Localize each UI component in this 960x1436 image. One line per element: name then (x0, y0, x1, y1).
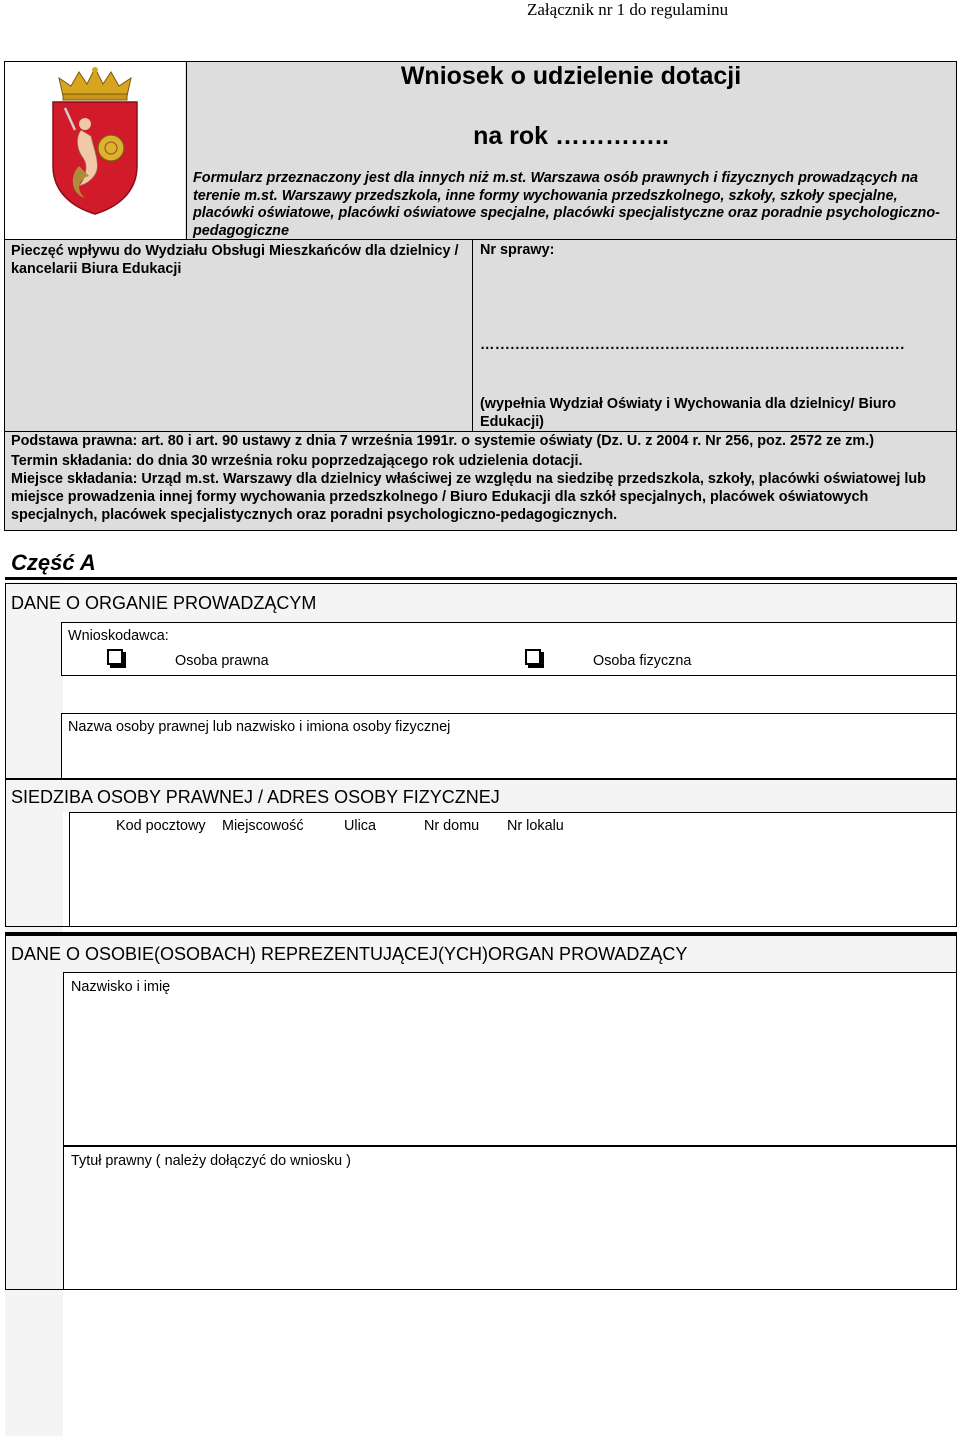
applicant-label: Wnioskodawca: (68, 628, 169, 644)
postal-code-label: Kod pocztowy (116, 818, 206, 834)
form-description: Formularz przeznaczony jest dla innych niż m.st. Warszawa osób prawnych i fizycznych prowadzących na terenie m.st. Warszawy przedszkola, inne formy wychowania przedszkolnego, szkoły, szkoły specjalne, placówki oświatowe, placówki oświatowe specjalne, placówki specjalistyczne oraz poradnie psychologiczno-pedagogiczne (193, 170, 940, 239)
name-label: Nazwa osoby prawnej lub nazwisko i imiona osoby fizycznej (68, 719, 451, 735)
crest-cell (5, 62, 185, 239)
checkbox-natural-person[interactable] (525, 649, 541, 665)
street-label: Ulica (344, 818, 376, 834)
flat-number-label: Nr lokalu (507, 818, 564, 834)
representative-name-field[interactable] (63, 972, 957, 1146)
divider (5, 577, 957, 580)
part-a-title: Część A (11, 550, 96, 575)
checkbox-legal-person[interactable] (107, 649, 123, 665)
divider (5, 239, 956, 240)
option-natural-person-label: Osoba fizyczna (593, 653, 692, 669)
submission-place: Miejsce składania: Urząd m.st. Warszawy dla dzielnicy właściwej ze względu na siedzibę przedszkola, szkoły, placówki oświatowej lub miejsce prowadzenia innej formy wychowania przedszkolnego / Biuro Edukacji dla szkół specjalnych, placówek oświatowych specjalnych, placówek specjalistycznych oraz poradni psychologiczno-pedagogicznych. (11, 471, 926, 523)
representative-name-label: Nazwisko i imię (71, 979, 171, 995)
case-number-label: Nr sprawy: (480, 242, 555, 258)
section-organ-title: DANE O ORGANIE PROWADZĄCYM (11, 593, 317, 613)
section-address-title: SIEDZIBA OSOBY PRAWNEJ / ADRES OSOBY FIZYCZNEJ (11, 787, 500, 807)
option-legal-person-label: Osoba prawna (175, 653, 269, 669)
submission-deadline: Termin składania: do dnia 30 września roku poprzedzającego rok udzielenia dotacji. (11, 453, 583, 469)
legal-basis: Podstawa prawna: art. 80 i art. 90 ustawy z dnia 7 września 1991r. o systemie oświaty (Dz. U. z 2004 r. Nr 256, poz. 2572 ze zm.) (11, 433, 875, 449)
stamp-label: Pieczęć wpływu do Wydziału Obsługi Mieszkańców dla dzielnicy / kancelarii Biura Edukacji (11, 243, 459, 277)
warsaw-coat-of-arms-icon (45, 66, 145, 216)
divider (472, 239, 473, 431)
legal-title-label: Tytuł prawny ( należy dołączyć do wniosku ) (71, 1153, 351, 1169)
form-title: Wniosek o udzielenie dotacji (400, 62, 742, 90)
case-number-field[interactable]: ….................................................................................. (480, 337, 906, 353)
section-representatives-title: DANE O OSOBIE(OSOBACH) REPREZENTUJĄCEJ(YCH)ORGAN PROWADZĄCY (11, 944, 688, 964)
city-label: Miejscowość (222, 818, 304, 834)
form-year: na rok ………….. (473, 122, 669, 150)
house-number-label: Nr domu (424, 818, 480, 834)
case-number-note: (wypełnia Wydział Oświaty i Wychowania dla dzielnicy/ Biuro Edukacji) (480, 396, 897, 430)
attachment-note: Załącznik nr 1 do regulaminu (527, 0, 729, 19)
